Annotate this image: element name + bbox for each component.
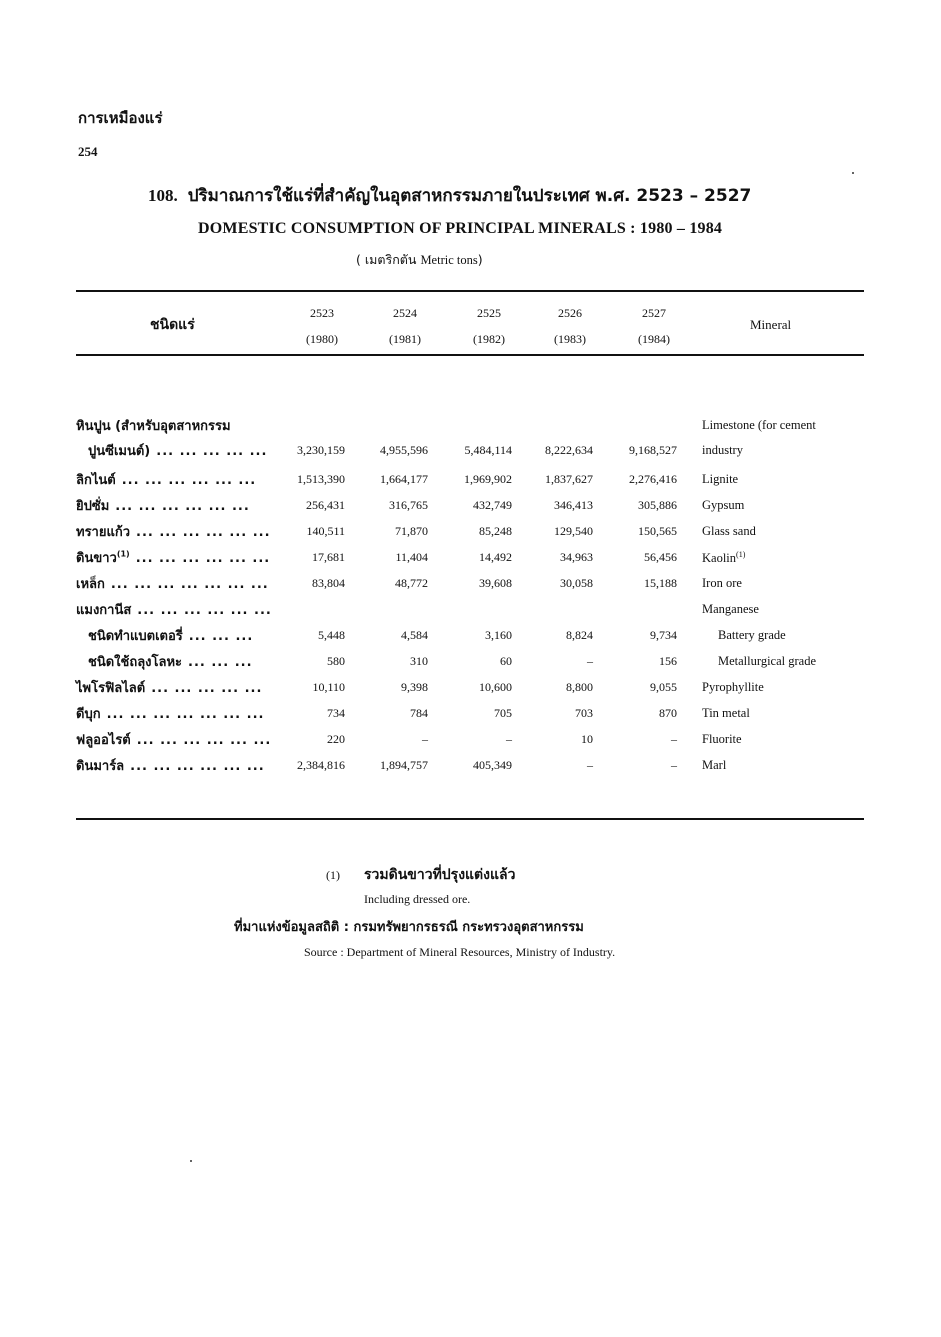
- row-label-thai: [76, 729, 271, 750]
- row-name-thai: ทรายแก้ว: [76, 525, 131, 540]
- table-row: [0, 440, 941, 466]
- dot-leader: ... ... ... ... ... ...: [130, 759, 265, 774]
- row-label-thai: [76, 755, 265, 776]
- row-label-thai: [76, 677, 262, 698]
- value-cell: 256,431: [306, 498, 345, 512]
- value-cell: 85,248: [479, 524, 512, 538]
- row-label-english: [702, 524, 756, 539]
- value-cell: 11,404: [395, 550, 428, 564]
- table-row: [0, 495, 941, 521]
- value-cell: 220: [327, 732, 345, 746]
- table-row: [0, 625, 941, 651]
- value-cell: 5,448: [318, 628, 345, 642]
- value-cell: 2,276,416: [629, 472, 677, 486]
- value-cell: –: [506, 732, 512, 746]
- value-cell: 14,492: [479, 550, 512, 564]
- running-head: การเหมืองแร่: [78, 109, 163, 127]
- row-label-english: [702, 680, 764, 695]
- value-cell: 8,222,634: [545, 443, 593, 457]
- row-name-thai: ชนิดทำแบตเตอรี่: [88, 629, 183, 644]
- header-year-be: 2526: [558, 306, 582, 320]
- table-row: [0, 703, 941, 729]
- value-cell: 305,886: [638, 498, 677, 512]
- footnote-english: Including dressed ore.: [364, 892, 471, 906]
- value-cell: 10: [581, 732, 593, 746]
- dot-leader: ... ... ... ... ... ...: [121, 473, 257, 488]
- row-label-english: [702, 602, 759, 617]
- speck-mark: [852, 172, 854, 174]
- header-year-be: 2524: [393, 306, 417, 320]
- value-cell: 9,734: [650, 628, 677, 642]
- value-cell: –: [587, 654, 593, 668]
- table-row: [0, 651, 941, 677]
- value-cell: 734: [327, 706, 345, 720]
- row-name-thai: ยิปซั่ม: [76, 499, 110, 514]
- row-name-thai: ฟลูออไรต์: [76, 733, 131, 748]
- row-label-thai: [76, 703, 264, 724]
- row-name-thai: ดีบุก: [76, 707, 101, 722]
- value-cell: 1,894,757: [380, 758, 428, 772]
- row-label-english: [718, 628, 786, 643]
- row-label-english: [702, 576, 742, 591]
- value-cell: 129,540: [554, 524, 593, 538]
- footnote-mark: (1): [326, 868, 340, 882]
- row-label-thai: [76, 495, 250, 516]
- table-title-english: DOMESTIC CONSUMPTION OF PRINCIPAL MINERALS : 1980 – 1984: [198, 220, 723, 237]
- footnote-superscript: (1): [736, 550, 746, 559]
- row-name-english: Limestone (for cement: [702, 418, 816, 432]
- table-header-rule: [76, 354, 864, 356]
- dot-leader: ... ... ... ... ... ...: [136, 525, 271, 540]
- header-year-ad: (1980): [306, 332, 338, 346]
- value-cell: 34,963: [560, 550, 593, 564]
- row-name-english: Lignite: [702, 472, 739, 486]
- row-label-english: [718, 654, 816, 669]
- row-name-thai: ปูนซีเมนต์): [88, 444, 151, 459]
- row-name-english: Fluorite: [702, 732, 742, 746]
- value-cell: 3,160: [485, 628, 512, 642]
- value-cell: 4,955,596: [380, 443, 428, 457]
- header-mineral-thai: ชนิดแร่: [150, 317, 195, 333]
- row-label-english: [702, 732, 742, 747]
- row-label-english: [702, 472, 738, 487]
- value-cell: 784: [410, 706, 428, 720]
- value-cell: 83,804: [312, 576, 345, 590]
- row-label-thai: [76, 415, 231, 436]
- table-row: [0, 755, 941, 781]
- row-name-english: Marl: [702, 758, 727, 772]
- dot-leader: ... ... ... ... ... ...: [137, 603, 272, 618]
- row-name-thai: ดินมาร์ล: [76, 759, 125, 774]
- value-cell: –: [587, 758, 593, 772]
- value-cell: 39,608: [479, 576, 512, 590]
- value-cell: 60: [500, 654, 512, 668]
- row-name-english: Manganese: [702, 602, 759, 616]
- value-cell: 156: [659, 654, 677, 668]
- row-label-english: [702, 418, 816, 433]
- dot-leader: ... ... ...: [188, 629, 254, 644]
- value-cell: 9,398: [401, 680, 428, 694]
- row-label-english: [702, 758, 726, 773]
- row-label-english: [702, 706, 750, 721]
- row-label-english: [702, 443, 743, 458]
- value-cell: –: [671, 732, 677, 746]
- header-year-ad: (1981): [389, 332, 421, 346]
- value-cell: 8,824: [566, 628, 593, 642]
- units-thai: เมตริกตัน: [364, 252, 417, 267]
- dot-leader: ... ... ...: [188, 655, 253, 670]
- value-cell: 3,230,159: [297, 443, 345, 457]
- value-cell: 9,055: [650, 680, 677, 694]
- value-cell: 71,870: [395, 524, 428, 538]
- table-row: [0, 547, 941, 573]
- value-cell: 1,969,902: [464, 472, 512, 486]
- value-cell: –: [422, 732, 428, 746]
- value-cell: 4,584: [401, 628, 428, 642]
- value-cell: 9,168,527: [629, 443, 677, 457]
- row-label-english: [702, 498, 744, 513]
- dot-leader: ... ... ... ... ... ...: [136, 733, 272, 748]
- value-cell: 56,456: [644, 550, 677, 564]
- row-name-thai: ชนิดใช้ถลุงโลหะ: [88, 655, 183, 670]
- row-label-english: [702, 550, 745, 566]
- row-name-thai: ไพโรฟิลไลต์: [76, 681, 146, 696]
- value-cell: 150,565: [638, 524, 677, 538]
- value-cell: 432,749: [473, 498, 512, 512]
- units-english: Metric tons: [420, 253, 478, 267]
- table-number: 108.: [148, 186, 178, 205]
- table-row: [0, 599, 941, 625]
- table-row: [0, 677, 941, 703]
- value-cell: 17,681: [312, 550, 345, 564]
- value-cell: 1,837,627: [545, 472, 593, 486]
- units-close: ): [477, 252, 483, 267]
- row-name-english: Gypsum: [702, 498, 745, 512]
- row-name-english: industry: [702, 443, 743, 457]
- header-year-ad: (1984): [638, 332, 670, 346]
- row-name-thai: เหล็ก: [76, 577, 105, 592]
- header-mineral-english: Mineral: [750, 317, 792, 332]
- dot-leader: ... ... ... ... ... ... ...: [110, 577, 269, 592]
- value-cell: –: [671, 758, 677, 772]
- footnote-thai: รวมดินขาวที่ปรุงแต่งแล้ว: [364, 867, 516, 883]
- table-row: [0, 415, 941, 441]
- row-label-thai: [76, 573, 269, 594]
- value-cell: 870: [659, 706, 677, 720]
- table-row: [0, 521, 941, 547]
- units-caption: [356, 250, 483, 270]
- value-cell: 8,800: [566, 680, 593, 694]
- value-cell: 1,664,177: [380, 472, 428, 486]
- dot-leader: ... ... ... ... ... ... ...: [106, 707, 265, 722]
- row-label-thai: [88, 651, 253, 672]
- header-year-be: 2527: [642, 306, 666, 320]
- header-year-ad: (1983): [554, 332, 586, 346]
- value-cell: 140,511: [306, 524, 345, 538]
- row-name-thai: แมงกานีส: [76, 603, 132, 618]
- row-name-english: Metallurgical grade: [718, 654, 816, 668]
- header-year-be: 2525: [477, 306, 501, 320]
- table-row: [0, 469, 941, 495]
- dot-leader: ... ... ... ... ...: [156, 444, 268, 459]
- value-cell: 405,349: [473, 758, 512, 772]
- value-cell: 10,600: [479, 680, 512, 694]
- value-cell: 580: [327, 654, 345, 668]
- row-label-thai: [76, 547, 270, 568]
- value-cell: 5,484,114: [464, 443, 512, 457]
- value-cell: 1,513,390: [297, 472, 345, 486]
- value-cell: 30,058: [560, 576, 593, 590]
- value-cell: 316,765: [389, 498, 428, 512]
- row-name-english: Kaolin: [702, 551, 737, 566]
- value-cell: 2,384,816: [297, 758, 345, 772]
- dot-leader: ... ... ... ... ... ...: [115, 499, 250, 514]
- footnote-superscript: (1): [116, 549, 130, 559]
- row-name-thai: หินปูน (สำหรับอุตสาหกรรม: [76, 419, 231, 434]
- row-name-english: Battery grade: [718, 628, 786, 642]
- row-name-english: Tin metal: [702, 706, 750, 720]
- speck-mark: [190, 1160, 192, 1162]
- row-name-thai: ดินขาว: [76, 551, 117, 566]
- header-year-be: 2523: [310, 306, 334, 320]
- row-label-thai: [76, 521, 271, 542]
- value-cell: 346,413: [554, 498, 593, 512]
- value-cell: 310: [410, 654, 428, 668]
- title-thai-text: ปริมาณการใช้แร่ที่สำคัญในอุตสาหกรรมภายในประเทศ พ.ศ. 2523 – 2527: [187, 186, 752, 206]
- value-cell: 48,772: [395, 576, 428, 590]
- page-number: 254: [78, 144, 98, 159]
- dot-leader: ... ... ... ... ... ...: [135, 551, 271, 566]
- row-label-thai: [88, 440, 267, 461]
- value-cell: 15,188: [644, 576, 677, 590]
- row-name-english: Glass sand: [702, 524, 756, 538]
- table-bottom-rule: [76, 818, 864, 820]
- table-title-thai: [148, 182, 751, 209]
- units-open: (: [356, 252, 361, 267]
- row-name-english: Pyrophyllite: [702, 680, 764, 694]
- table-top-rule: [76, 290, 864, 292]
- value-cell: 10,110: [312, 680, 345, 694]
- source-english: Source : Department of Mineral Resources, Ministry of Industry.: [304, 945, 616, 959]
- value-cell: 705: [494, 706, 512, 720]
- row-label-thai: [76, 469, 256, 490]
- row-name-english: Iron ore: [702, 576, 742, 590]
- dot-leader: ... ... ... ... ...: [151, 681, 263, 696]
- table-row: [0, 729, 941, 755]
- header-year-ad: (1982): [473, 332, 505, 346]
- row-name-thai: ลิกไนต์: [76, 473, 116, 488]
- row-label-thai: [76, 599, 272, 620]
- row-label-thai: [88, 625, 253, 646]
- value-cell: 703: [575, 706, 593, 720]
- source-thai: ที่มาแห่งข้อมูลสถิติ : กรมทรัพยากรธรณี กระทรวงอุตสาหกรรม: [234, 920, 584, 935]
- table-row: [0, 573, 941, 599]
